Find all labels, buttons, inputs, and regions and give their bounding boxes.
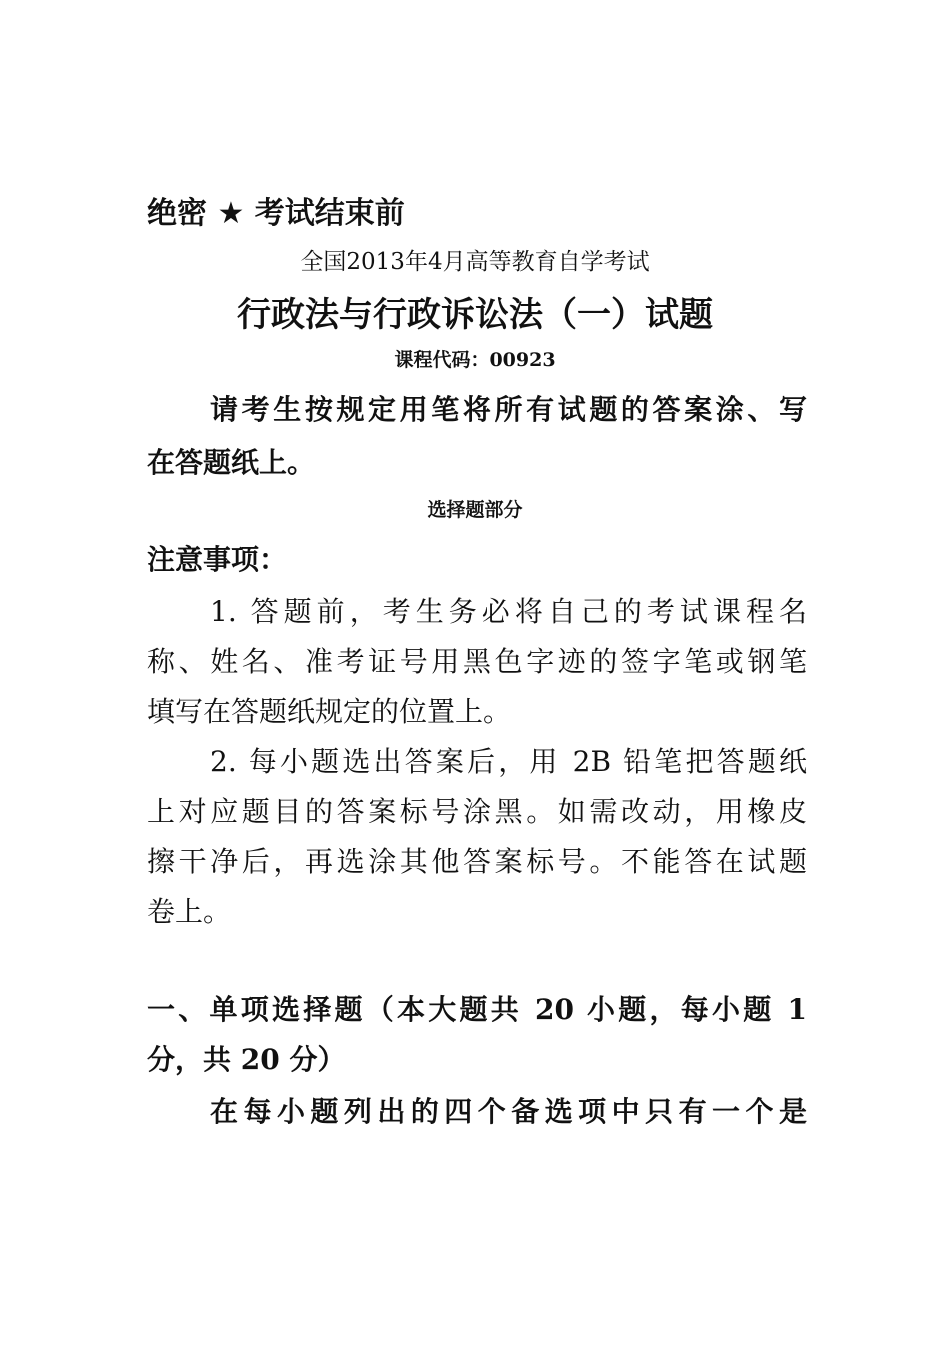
secret-label: 绝密 ★ 考试结束前 bbox=[147, 196, 405, 231]
paper-title: 行政法与行政诉讼法（一）试题 bbox=[237, 295, 713, 335]
notice-item-line: 卷上。 bbox=[147, 895, 232, 928]
instruction-line: 在答题纸上。 bbox=[147, 446, 316, 479]
exam-name: 全国2013年4月高等教育自学考试 bbox=[300, 249, 650, 275]
notice-item-line: 上对应题目的答案标号涂黑。如需改动，用橡皮 bbox=[147, 795, 807, 828]
part-intro-line: 在每小题列出的四个备选项中只有一个是 bbox=[210, 1095, 807, 1128]
notice-item-line: 填写在答题纸规定的位置上。 bbox=[147, 695, 512, 728]
notice-item-line: 1. 答题前，考生务必将自己的考试课程名 bbox=[210, 595, 807, 628]
notice-item-line: 擦干净后，再选涂其他答案标号。不能答在试题 bbox=[147, 845, 807, 878]
notice-item-line: 称、姓名、准考证号用黑色字迹的签字笔或钢笔 bbox=[147, 645, 807, 678]
section-heading: 选择题部分 bbox=[427, 499, 523, 521]
notice-heading: 注意事项： bbox=[147, 543, 288, 576]
part-heading: 一、单项选择题（本大题共 20 小题，每小题 1 bbox=[147, 993, 807, 1026]
instruction-line: 请考生按规定用笔将所有试题的答案涂、写 bbox=[210, 393, 807, 426]
course-code: 课程代码：00923 bbox=[394, 349, 556, 371]
notice-item-line: 2. 每小题选出答案后，用 2B 铅笔把答题纸 bbox=[210, 745, 807, 778]
part-heading: 分，共 20 分） bbox=[147, 1043, 346, 1076]
